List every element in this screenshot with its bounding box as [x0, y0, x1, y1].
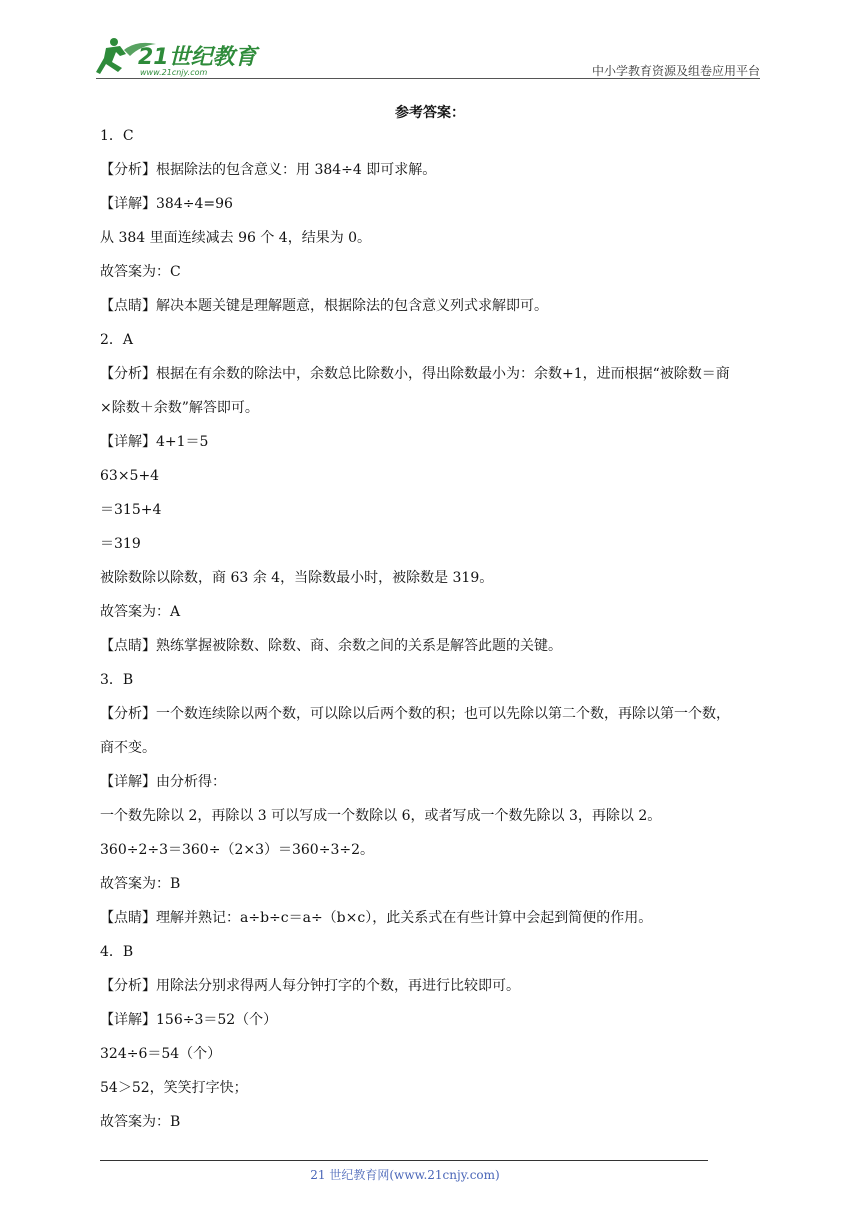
- answer-line: 故答案为：C: [100, 264, 181, 280]
- answer-line: 【详解】4+1＝5: [100, 434, 209, 450]
- answer-line: 360÷2÷3＝360÷（2×3）＝360÷3÷2。: [100, 842, 374, 858]
- answer-line: 从 384 里面连续减去 96 个 4，结果为 0。: [100, 230, 372, 246]
- answer-line: 63×5+4: [100, 468, 160, 484]
- page-footer: 21 世纪教育网(www.21cnjy.com): [310, 1168, 500, 1182]
- answer-line: 【详解】384÷4=96: [100, 196, 233, 212]
- answer-line: 【详解】156÷3＝52（个）: [100, 1012, 278, 1028]
- answer-line: 【点睛】解决本题关键是理解题意，根据除法的包含意义列式求解即可。: [100, 298, 548, 314]
- answer-line: 被除数除以除数，商 63 余 4，当除数最小时，被除数是 319。: [100, 570, 494, 586]
- footer-divider: [100, 1160, 708, 1161]
- platform-name: 中小学教育资源及组卷应用平台: [591, 64, 760, 78]
- answer-line: 4．B: [100, 944, 134, 960]
- answer-line-part: 【分析】根据在有余数的除法中，余数总比除数小，得出除数最小为：余数+1，进而根据“被除数＝商: [100, 366, 730, 382]
- answer-line-part: ×除数＋余数”解答即可。: [100, 400, 259, 416]
- logo-url: www.21cnjy.com: [140, 68, 208, 77]
- answer-line: 324÷6＝54（个）: [100, 1046, 222, 1062]
- answer-line: 【分析】根据除法的包含意义：用 384÷4 即可求解。: [100, 162, 437, 178]
- answer-line: ＝319: [100, 536, 141, 552]
- answer-content: [100, 126, 765, 1146]
- page-title: 参考答案：: [395, 105, 465, 121]
- answer-line: 故答案为：B: [100, 1114, 181, 1130]
- answer-line: [100, 364, 765, 418]
- answer-line: 1．C: [100, 128, 134, 144]
- answer-line: 【点睛】熟练掌握被除数、除数、商、余数之间的关系是解答此题的关键。: [100, 638, 562, 654]
- answer-line-part: 【分析】一个数连续除以两个数，可以除以后两个数的积；也可以先除以第二个数，再除以第一个数，: [100, 706, 730, 722]
- answer-line: 54＞52，笑笑打字快；: [100, 1080, 248, 1096]
- answer-line: 一个数先除以 2，再除以 3 可以写成一个数除以 6，或者写成一个数先除以 3，再除以 2。: [100, 808, 662, 824]
- answer-line: 3．B: [100, 672, 134, 688]
- page-header: [96, 32, 760, 82]
- site-logo: [96, 34, 261, 78]
- logo-text: 21世纪教育: [138, 45, 257, 70]
- answer-line-part: 商不变。: [100, 740, 156, 756]
- header-divider: [96, 78, 760, 79]
- answer-line: 2．A: [100, 332, 134, 348]
- answer-line: 故答案为：A: [100, 604, 181, 620]
- answer-line: 故答案为：B: [100, 876, 181, 892]
- answer-line: [100, 704, 765, 758]
- answer-line: ＝315+4: [100, 502, 162, 518]
- answer-line: 【点睛】理解并熟记：a÷b÷c＝a÷（b×c），此关系式在有些计算中会起到简便的作用。: [100, 910, 653, 926]
- answer-line: 【分析】用除法分别求得两人每分钟打字的个数，再进行比较即可。: [100, 978, 520, 994]
- answer-line: 【详解】由分析得：: [100, 774, 226, 790]
